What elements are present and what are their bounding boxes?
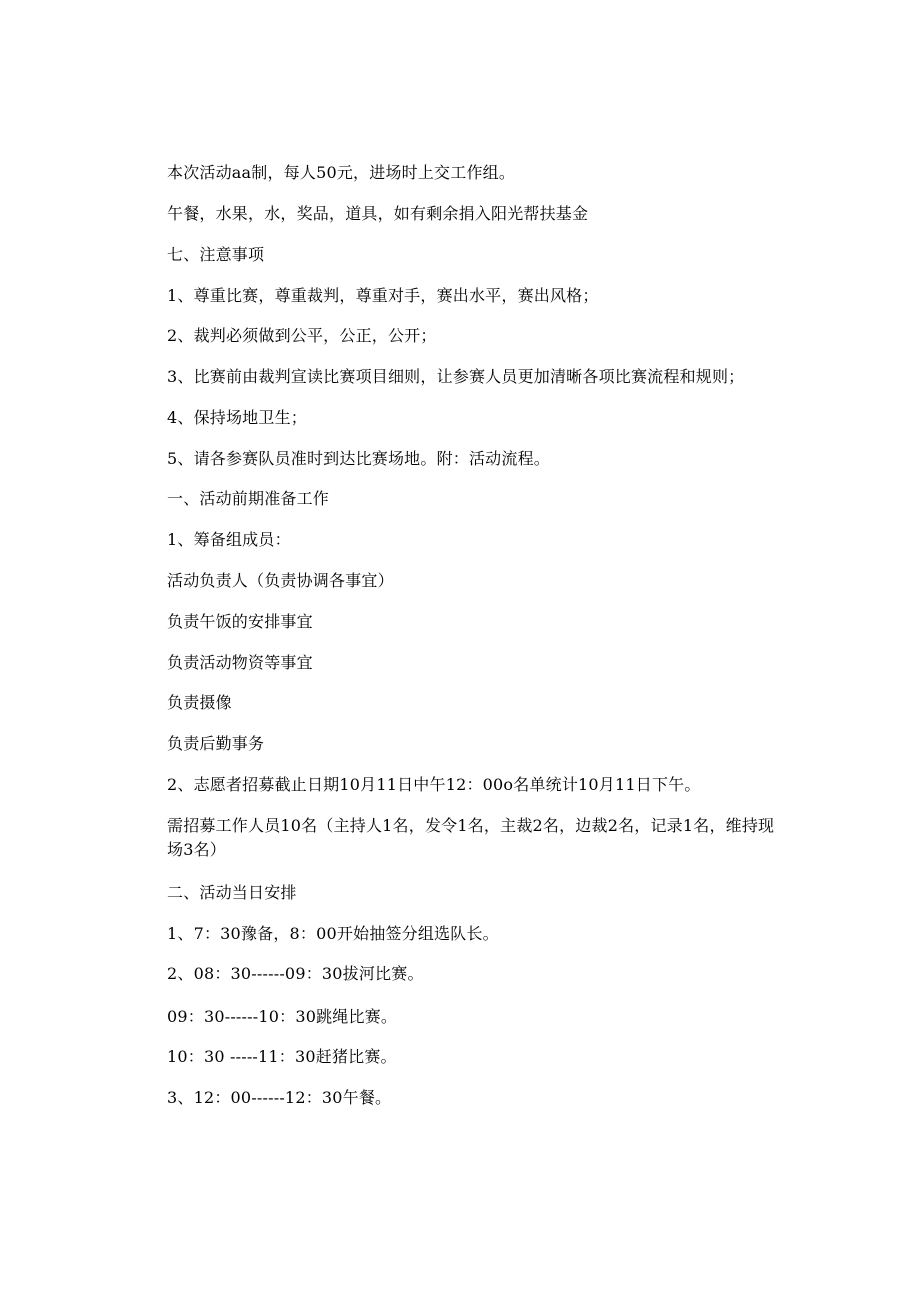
role-lunch: 负责午饭的安排事宜 bbox=[167, 612, 313, 631]
role-logistics: 负责后勤事务 bbox=[167, 734, 265, 753]
paragraph-fee: 本次活动aa制，每人50元，进场时上交工作组。 bbox=[167, 163, 516, 182]
heading-notes: 七、注意事项 bbox=[167, 245, 265, 264]
prep-item-1: 1、筹备组成员： bbox=[167, 530, 291, 549]
prep-item-2: 2、志愿者招募截止日期10月11日中午12：00o名单统计10月11日下午。 bbox=[167, 775, 701, 794]
schedule-item-3: 3、12：00------12：30午餐。 bbox=[167, 1088, 392, 1107]
schedule-item-2: 2、08：30------09：30拔河比赛。 bbox=[167, 964, 424, 983]
note-item-1: 1、尊重比赛，尊重裁判，尊重对手，赛出水平，赛出风格； bbox=[167, 286, 599, 305]
schedule-item-jump-rope: 09：30------10：30跳绳比赛。 bbox=[167, 1007, 398, 1026]
staff-recruitment: 需招募工作人员10名（主持人1名，发令1名，主裁2名，边裁2名，记录1名，维持现场3名） bbox=[167, 816, 775, 859]
role-materials: 负责活动物资等事宜 bbox=[167, 653, 313, 672]
note-item-4: 4、保持场地卫生； bbox=[167, 408, 307, 427]
paragraph-fund-usage: 午餐，水果，水，奖品，道具，如有剩余捐入阳光帮扶基金 bbox=[167, 204, 589, 223]
heading-preparation: 一、活动前期准备工作 bbox=[167, 489, 330, 508]
heading-day-schedule: 二、活动当日安排 bbox=[167, 883, 297, 902]
note-item-2: 2、裁判必须做到公平，公正，公开； bbox=[167, 326, 437, 345]
role-camera: 负责摄像 bbox=[167, 693, 232, 712]
role-coordinator: 活动负责人（负责协调各事宜） bbox=[167, 571, 394, 590]
note-item-5: 5、请各参赛队员准时到达比赛场地。附：活动流程。 bbox=[167, 449, 550, 468]
schedule-item-pig-race: 10：30 -----11：30赶猪比赛。 bbox=[167, 1047, 397, 1066]
note-item-3: 3、比赛前由裁判宣读比赛项目细则，让参赛人员更加清晰各项比赛流程和规则； bbox=[167, 367, 745, 386]
schedule-item-1: 1、7：30豫备，8：00开始抽签分组选队长。 bbox=[167, 924, 499, 943]
